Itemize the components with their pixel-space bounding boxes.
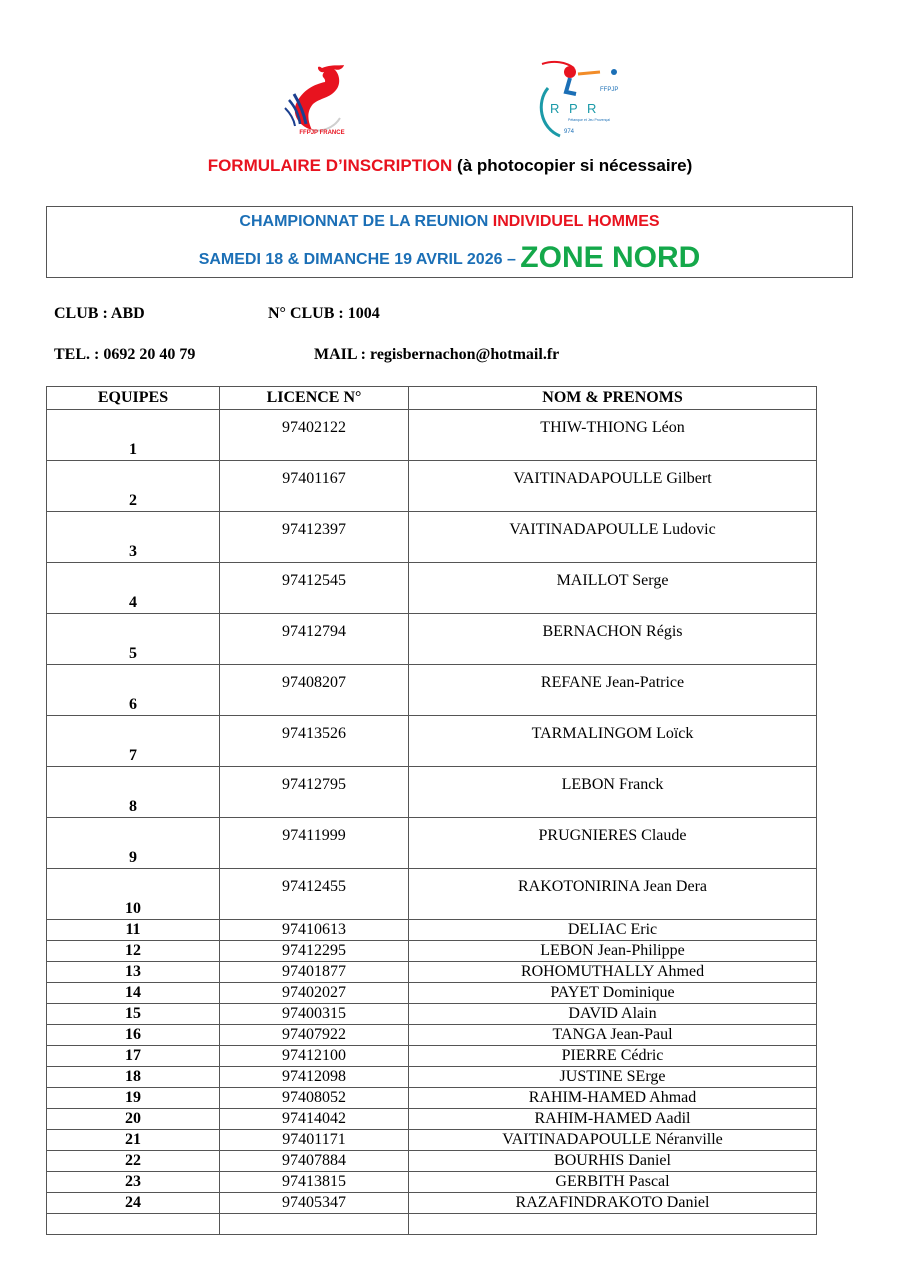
cell-nom: DELIAC Eric: [409, 920, 817, 941]
cell-equipe: 4: [47, 563, 220, 614]
cell-nom: RAHIM-HAMED Aadil: [409, 1109, 817, 1130]
cell-licence: 97407884: [220, 1151, 409, 1172]
cell-nom: VAITINADAPOULLE Ludovic: [409, 512, 817, 563]
cell-equipe: 11: [47, 920, 220, 941]
cell-licence: 97402122: [220, 410, 409, 461]
cell-nom: ROHOMUTHALLY Ahmed: [409, 962, 817, 983]
cell-licence: 97413526: [220, 716, 409, 767]
table-row: [47, 563, 817, 614]
cell-nom: BERNACHON Régis: [409, 614, 817, 665]
cell-licence: 97412545: [220, 563, 409, 614]
cell-equipe: 13: [47, 962, 220, 983]
cell-nom: MAILLOT Serge: [409, 563, 817, 614]
cell-licence: 97412098: [220, 1067, 409, 1088]
rpr-logo-letters: R P R: [550, 101, 600, 116]
cell-licence: 97411999: [220, 818, 409, 869]
cell-nom: LEBON Franck: [409, 767, 817, 818]
table-row-empty: [47, 1214, 817, 1235]
table-row: [47, 1004, 817, 1025]
cell-equipe: 21: [47, 1130, 220, 1151]
event-dates: SAMEDI 18 & DIMANCHE 19 AVRIL 2026 –: [198, 251, 516, 268]
cell-nom: REFANE Jean-Patrice: [409, 665, 817, 716]
cell-equipe: 18: [47, 1067, 220, 1088]
table-row: [47, 614, 817, 665]
rpr-logo-bottom: 974: [564, 129, 575, 135]
table-row: [47, 665, 817, 716]
cell-licence: 97414042: [220, 1109, 409, 1130]
cell-equipe: 24: [47, 1193, 220, 1214]
table-row: [47, 767, 817, 818]
header-equipes: EQUIPES: [47, 387, 220, 410]
table-row: [47, 410, 817, 461]
cell-licence: 97412100: [220, 1046, 409, 1067]
event-line-2: [47, 241, 852, 275]
ffpjp-france-logo: [282, 60, 357, 145]
cell-licence: 97412795: [220, 767, 409, 818]
cell-nom: RAKOTONIRINA Jean Dera: [409, 869, 817, 920]
cell-equipe: 23: [47, 1172, 220, 1193]
club-tel: TEL. : 0692 20 40 79: [54, 346, 196, 363]
cell-nom: GERBITH Pascal: [409, 1172, 817, 1193]
cell-equipe: 14: [47, 983, 220, 1004]
cell-equipe: 15: [47, 1004, 220, 1025]
event-category: INDIVIDUEL HOMMES: [492, 213, 660, 230]
table-row: [47, 818, 817, 869]
club-name: CLUB : ABD: [54, 305, 145, 322]
rpr-logo-top: FFPJP: [600, 87, 619, 93]
table-header-row: [47, 387, 817, 410]
cell-equipe: 7: [47, 716, 220, 767]
cell-equipe: 19: [47, 1088, 220, 1109]
cell-licence: 97412397: [220, 512, 409, 563]
event-zone: ZONE NORD: [520, 241, 701, 274]
cell-licence: 97405347: [220, 1193, 409, 1214]
cell-equipe: 8: [47, 767, 220, 818]
cell-equipe: 2: [47, 461, 220, 512]
cell-licence: 97412794: [220, 614, 409, 665]
cell-equipe-empty[interactable]: [47, 1214, 220, 1235]
cell-equipe: 9: [47, 818, 220, 869]
cell-equipe: 22: [47, 1151, 220, 1172]
cell-equipe: 1: [47, 410, 220, 461]
table-row: [47, 1046, 817, 1067]
event-banner: [46, 206, 853, 278]
cell-equipe: 3: [47, 512, 220, 563]
table-row: [47, 1130, 817, 1151]
cell-nom: RAZAFINDRAKOTO Daniel: [409, 1193, 817, 1214]
cell-nom: DAVID Alain: [409, 1004, 817, 1025]
form-title: [0, 156, 900, 176]
cell-nom: RAHIM-HAMED Ahmad: [409, 1088, 817, 1109]
cell-nom: THIW-THIONG Léon: [409, 410, 817, 461]
cell-equipe: 5: [47, 614, 220, 665]
table-row: [47, 1109, 817, 1130]
form-title-main: FORMULAIRE D’INSCRIPTION: [207, 156, 453, 175]
cell-licence-empty[interactable]: [220, 1214, 409, 1235]
cell-nom: PIERRE Cédric: [409, 1046, 817, 1067]
cell-licence: 97401171: [220, 1130, 409, 1151]
rpr-logo-sub: Pétanque et Jeu Provençal: [568, 118, 611, 122]
cell-nom: BOURHIS Daniel: [409, 1151, 817, 1172]
table-row: [47, 1193, 817, 1214]
cell-nom: PAYET Dominique: [409, 983, 817, 1004]
cell-nom: VAITINADAPOULLE Gilbert: [409, 461, 817, 512]
table-row: [47, 1172, 817, 1193]
cell-licence: 97413815: [220, 1172, 409, 1193]
table-row: [47, 920, 817, 941]
table-row: [47, 716, 817, 767]
rpr-974-logo: [528, 58, 628, 142]
cell-licence: 97412455: [220, 869, 409, 920]
table-row: [47, 1067, 817, 1088]
table-row: [47, 941, 817, 962]
header-nom: NOM & PRENOMS: [409, 387, 817, 410]
table-row: [47, 1151, 817, 1172]
cell-nom-empty[interactable]: [409, 1214, 817, 1235]
table-row: [47, 512, 817, 563]
cell-nom: JUSTINE SErge: [409, 1067, 817, 1088]
cell-licence: 97402027: [220, 983, 409, 1004]
cell-equipe: 16: [47, 1025, 220, 1046]
cell-licence: 97401877: [220, 962, 409, 983]
club-mail: MAIL : regisbernachon@hotmail.fr: [314, 346, 560, 363]
cell-equipe: 20: [47, 1109, 220, 1130]
cell-equipe: 12: [47, 941, 220, 962]
cell-nom: TANGA Jean-Paul: [409, 1025, 817, 1046]
cell-licence: 97408052: [220, 1088, 409, 1109]
table-row: [47, 983, 817, 1004]
cell-nom: TARMALINGOM Loïck: [409, 716, 817, 767]
table-row: [47, 1088, 817, 1109]
form-title-note: (à photocopier si nécessaire): [457, 156, 693, 175]
cell-licence: 97407922: [220, 1025, 409, 1046]
table-row: [47, 962, 817, 983]
registration-table: [46, 386, 817, 1235]
table-row: [47, 461, 817, 512]
cell-nom: PRUGNIERES Claude: [409, 818, 817, 869]
cell-licence: 97408207: [220, 665, 409, 716]
table-row: [47, 1025, 817, 1046]
event-line-1: [47, 213, 852, 231]
cell-equipe: 6: [47, 665, 220, 716]
event-championship: CHAMPIONNAT DE LA REUNION: [239, 213, 489, 230]
ffpjp-logo-text: FFPJP FRANCE: [299, 130, 345, 136]
table-row: [47, 869, 817, 920]
club-number: N° CLUB : 1004: [268, 305, 380, 322]
cell-licence: 97400315: [220, 1004, 409, 1025]
header-licence: LICENCE N°: [220, 387, 409, 410]
cell-equipe: 10: [47, 869, 220, 920]
cell-licence: 97412295: [220, 941, 409, 962]
cell-nom: VAITINADAPOULLE Néranville: [409, 1130, 817, 1151]
cell-licence: 97410613: [220, 920, 409, 941]
cell-nom: LEBON Jean-Philippe: [409, 941, 817, 962]
cell-equipe: 17: [47, 1046, 220, 1067]
cell-licence: 97401167: [220, 461, 409, 512]
